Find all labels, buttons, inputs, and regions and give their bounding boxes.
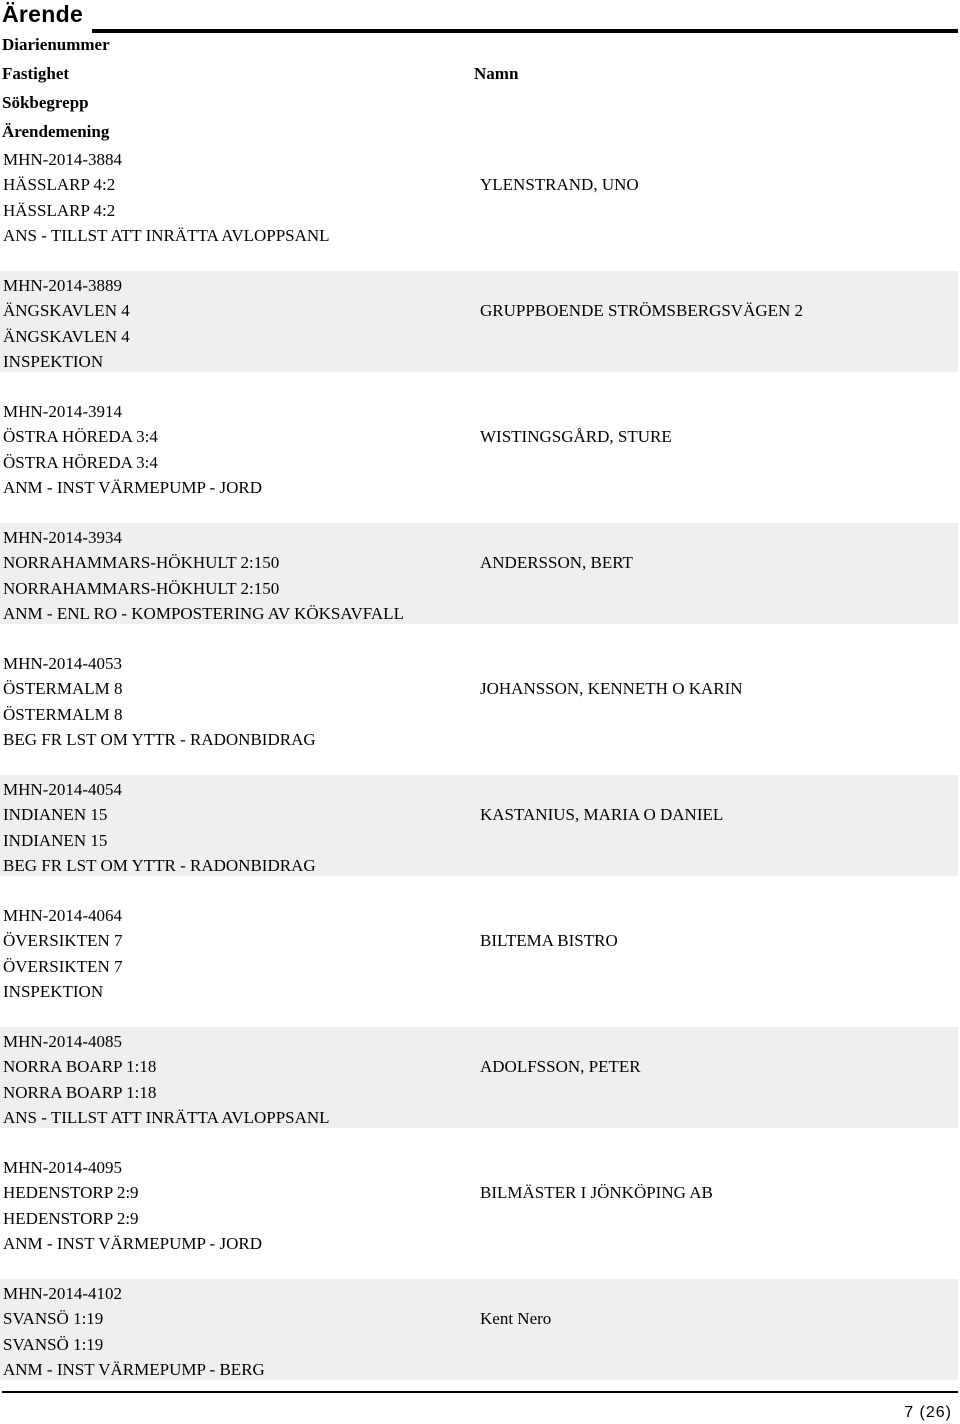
case-diarienummer: MHN-2014-3889 <box>3 276 122 295</box>
case-sokbegrepp: SVANSÖ 1:19 <box>3 1335 104 1354</box>
case-namn: YLENSTRAND, UNO <box>480 175 639 194</box>
case-sokbegrepp: ÖVERSIKTEN 7 <box>3 957 123 976</box>
header-fastighet: Fastighet <box>2 64 70 83</box>
case-arendemening: ANS - TILLST ATT INRÄTTA AVLOPPSANL <box>3 1108 330 1127</box>
case-sokbegrepp: INDIANEN 15 <box>3 831 108 850</box>
case-list <box>0 145 958 1405</box>
case-sokbegrepp: ÖSTRA HÖREDA 3:4 <box>3 453 158 472</box>
case-row <box>0 397 958 498</box>
case-sokbegrepp: NORRA BOARP 1:18 <box>3 1083 157 1102</box>
case-row <box>0 523 958 624</box>
case-diarienummer: MHN-2014-4085 <box>3 1032 122 1051</box>
case-row <box>0 1027 958 1128</box>
header-diarienummer: Diarienummer <box>2 35 110 54</box>
case-namn: JOHANSSON, KENNETH O KARIN <box>480 679 743 698</box>
case-sokbegrepp: ÄNGSKAVLEN 4 <box>3 327 130 346</box>
case-diarienummer: MHN-2014-4053 <box>3 654 122 673</box>
case-row <box>0 271 958 372</box>
case-diarienummer: MHN-2014-4064 <box>3 906 122 925</box>
case-row <box>0 901 958 1002</box>
header-sokbegrepp: Sökbegrepp <box>2 93 89 112</box>
case-arendemening: BEG FR LST OM YTTR - RADONBIDRAG <box>3 730 316 749</box>
header-namn: Namn <box>474 64 519 83</box>
case-diarienummer: MHN-2014-4095 <box>3 1158 122 1177</box>
case-sokbegrepp: HÄSSLARP 4:2 <box>3 201 116 220</box>
case-namn: WISTINGSGÅRD, STURE <box>480 427 672 446</box>
case-fastighet: HÄSSLARP 4:2 <box>3 175 116 194</box>
case-row <box>0 649 958 750</box>
page-title: Ärende <box>2 1 84 27</box>
case-namn: BILMÄSTER I JÖNKÖPING AB <box>480 1183 713 1202</box>
case-namn: KASTANIUS, MARIA O DANIEL <box>480 805 724 824</box>
case-fastighet: NORRAHAMMARS-HÖKHULT 2:150 <box>3 553 280 572</box>
case-diarienummer: MHN-2014-3884 <box>3 150 122 169</box>
case-namn: GRUPPBOENDE STRÖMSBERGSVÄGEN 2 <box>480 301 804 320</box>
header-arendemening: Ärendemening <box>2 122 110 141</box>
case-diarienummer: MHN-2014-3914 <box>3 402 122 421</box>
case-fastighet: HEDENSTORP 2:9 <box>3 1183 139 1202</box>
case-arendemening: ANM - INST VÄRMEPUMP - BERG <box>3 1360 265 1379</box>
case-arendemening: ANM - INST VÄRMEPUMP - JORD <box>3 1234 262 1253</box>
case-diarienummer: MHN-2014-4102 <box>3 1284 122 1303</box>
footer-divider <box>2 1391 958 1393</box>
case-arendemening: BEG FR LST OM YTTR - RADONBIDRAG <box>3 856 316 875</box>
case-namn: Kent Nero <box>480 1309 552 1328</box>
case-fastighet: INDIANEN 15 <box>3 805 108 824</box>
case-fastighet: ÄNGSKAVLEN 4 <box>3 301 130 320</box>
case-diarienummer: MHN-2014-4054 <box>3 780 122 799</box>
case-sokbegrepp: ÖSTERMALM 8 <box>3 705 123 724</box>
case-arendemening: ANM - ENL RO - KOMPOSTERING AV KÖKSAVFALL <box>3 604 404 623</box>
case-row <box>0 1279 958 1380</box>
case-fastighet: ÖSTRA HÖREDA 3:4 <box>3 427 158 446</box>
case-row <box>0 145 958 246</box>
case-arendemening: INSPEKTION <box>3 982 104 1001</box>
case-fastighet: SVANSÖ 1:19 <box>3 1309 104 1328</box>
case-namn: ADOLFSSON, PETER <box>480 1057 641 1076</box>
title-divider <box>92 29 958 33</box>
case-fastighet: NORRA BOARP 1:18 <box>3 1057 157 1076</box>
case-namn: BILTEMA BISTRO <box>480 931 618 950</box>
case-sokbegrepp: HEDENSTORP 2:9 <box>3 1209 139 1228</box>
case-fastighet: ÖVERSIKTEN 7 <box>3 931 123 950</box>
case-arendemening: ANM - INST VÄRMEPUMP - JORD <box>3 478 262 497</box>
case-namn: ANDERSSON, BERT <box>480 553 633 572</box>
case-row <box>0 1153 958 1254</box>
case-arendemening: INSPEKTION <box>3 352 104 371</box>
case-fastighet: ÖSTERMALM 8 <box>3 679 123 698</box>
case-sokbegrepp: NORRAHAMMARS-HÖKHULT 2:150 <box>3 579 280 598</box>
page-number: 7 (26) <box>904 1404 952 1421</box>
case-arendemening: ANS - TILLST ATT INRÄTTA AVLOPPSANL <box>3 226 330 245</box>
case-diarienummer: MHN-2014-3934 <box>3 528 122 547</box>
case-row <box>0 775 958 876</box>
